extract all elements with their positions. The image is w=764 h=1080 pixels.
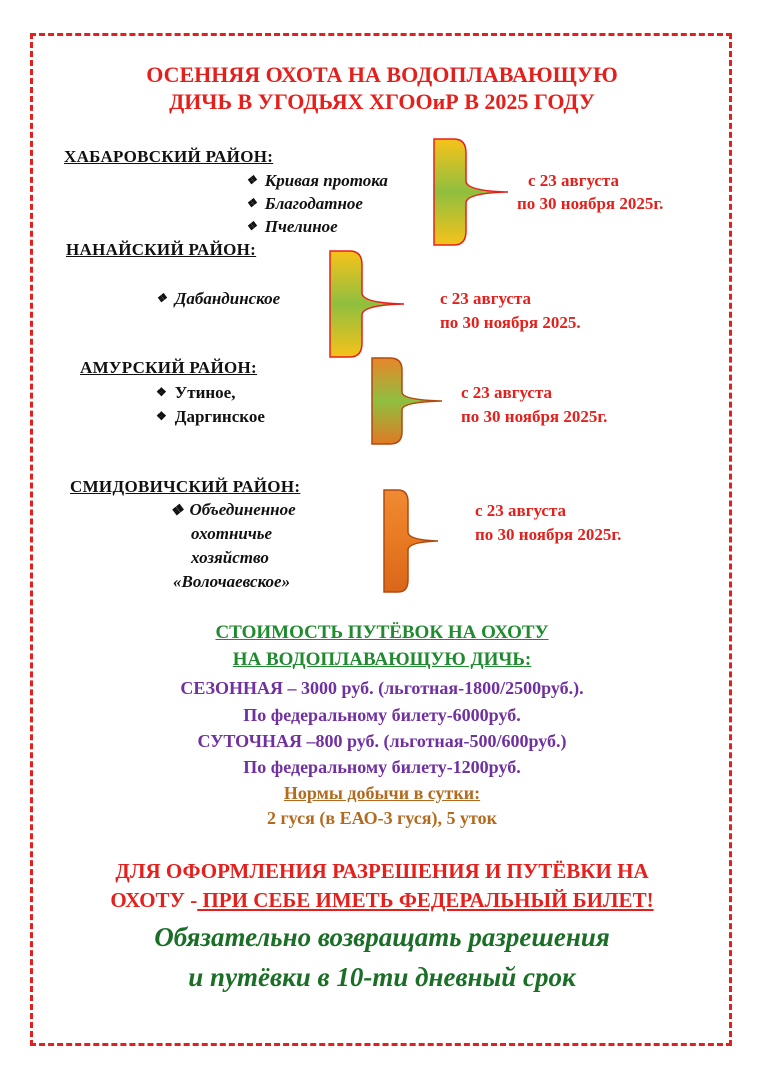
date-to: по 30 ноября 2025г. bbox=[461, 407, 608, 426]
place-line: хозяйство bbox=[191, 548, 269, 567]
date-to: по 30 ноября 2025г. bbox=[517, 194, 664, 213]
place-item: ❖ Кривая протока bbox=[246, 171, 388, 190]
place-item: ❖ Даргинское bbox=[156, 407, 265, 426]
brace-icon bbox=[370, 356, 446, 446]
district-nanaysky: НАНАЙСКИЙ РАЙОН: bbox=[66, 240, 257, 259]
title-line-2: ДИЧЬ В УГОДЬЯХ ХГООиР В 2025 ГОДУ bbox=[169, 89, 595, 114]
price-heading-2: НА ВОДОПЛАВАЮЩУЮ ДИЧЬ: bbox=[232, 649, 532, 670]
place-line: «Волочаевское» bbox=[173, 572, 291, 591]
notice-line-2: ОХОТУ - ПРИ СЕБЕ ИМЕТЬ ФЕДЕРАЛЬНЫЙ БИЛЕТ! bbox=[110, 888, 654, 912]
price-daily-federal: По федеральному билету-1200руб. bbox=[243, 757, 521, 777]
brace-icon bbox=[328, 249, 408, 359]
district-smidovichsky: СМИДОВИЧСКИЙ РАЙОН: bbox=[70, 477, 301, 496]
date-from: с 23 августа bbox=[528, 171, 620, 190]
bullet-icon: ❖ bbox=[156, 385, 167, 399]
place-item: ❖ Утиное, bbox=[156, 383, 236, 402]
bullet-icon: ❖ bbox=[156, 291, 167, 305]
bullet-icon: ❖ bbox=[246, 173, 257, 187]
date-to: по 30 ноября 2025. bbox=[440, 313, 581, 332]
date-from: с 23 августа bbox=[461, 383, 553, 402]
return-line-1: Обязательно возвращать разрешения bbox=[154, 922, 610, 952]
bullet-icon: ❖ bbox=[246, 219, 257, 233]
bullet-icon: ❖ bbox=[170, 503, 184, 519]
price-daily: СУТОЧНАЯ –800 руб. (льготная-500/600руб.) bbox=[197, 731, 567, 751]
bullet-icon: ❖ bbox=[156, 409, 167, 423]
date-from: с 23 августа bbox=[440, 289, 532, 308]
brace-icon bbox=[382, 488, 442, 594]
place-item: ❖ Благодатное bbox=[246, 194, 363, 213]
price-seasonal-federal: По федеральному билету-6000руб. bbox=[243, 705, 521, 725]
bullet-icon: ❖ bbox=[246, 196, 257, 210]
place-item: ❖ Дабандинское bbox=[156, 289, 281, 308]
place-item: ❖ Пчелиное bbox=[246, 217, 338, 236]
price-seasonal: СЕЗОННАЯ – 3000 руб. (льготная-1800/2500руб.). bbox=[180, 678, 584, 698]
limits-value: 2 гуся (в ЕАО-3 гуся), 5 уток bbox=[267, 808, 497, 828]
district-khabarovsky: ХАБАРОВСКИЙ РАЙОН: bbox=[64, 147, 274, 166]
place-line: охотничье bbox=[191, 524, 273, 543]
limits-heading: Нормы добычи в сутки: bbox=[283, 783, 481, 803]
price-heading-1: СТОИМОСТЬ ПУТЁВОК НА ОХОТУ bbox=[215, 622, 549, 643]
place-line: ❖ Объединенное bbox=[170, 500, 296, 519]
notice-line-1: ДЛЯ ОФОРМЛЕНИЯ РАЗРЕШЕНИЯ И ПУТЁВКИ НА bbox=[115, 859, 649, 883]
title-line-1: ОСЕННЯЯ ОХОТА НА ВОДОПЛАВАЮЩУЮ bbox=[146, 62, 618, 87]
return-line-2: и путёвки в 10-ти дневный срок bbox=[188, 962, 576, 992]
date-from: с 23 августа bbox=[475, 501, 567, 520]
district-amursky: АМУРСКИЙ РАЙОН: bbox=[80, 358, 258, 377]
date-to: по 30 ноября 2025г. bbox=[475, 525, 622, 544]
brace-icon bbox=[432, 137, 512, 247]
